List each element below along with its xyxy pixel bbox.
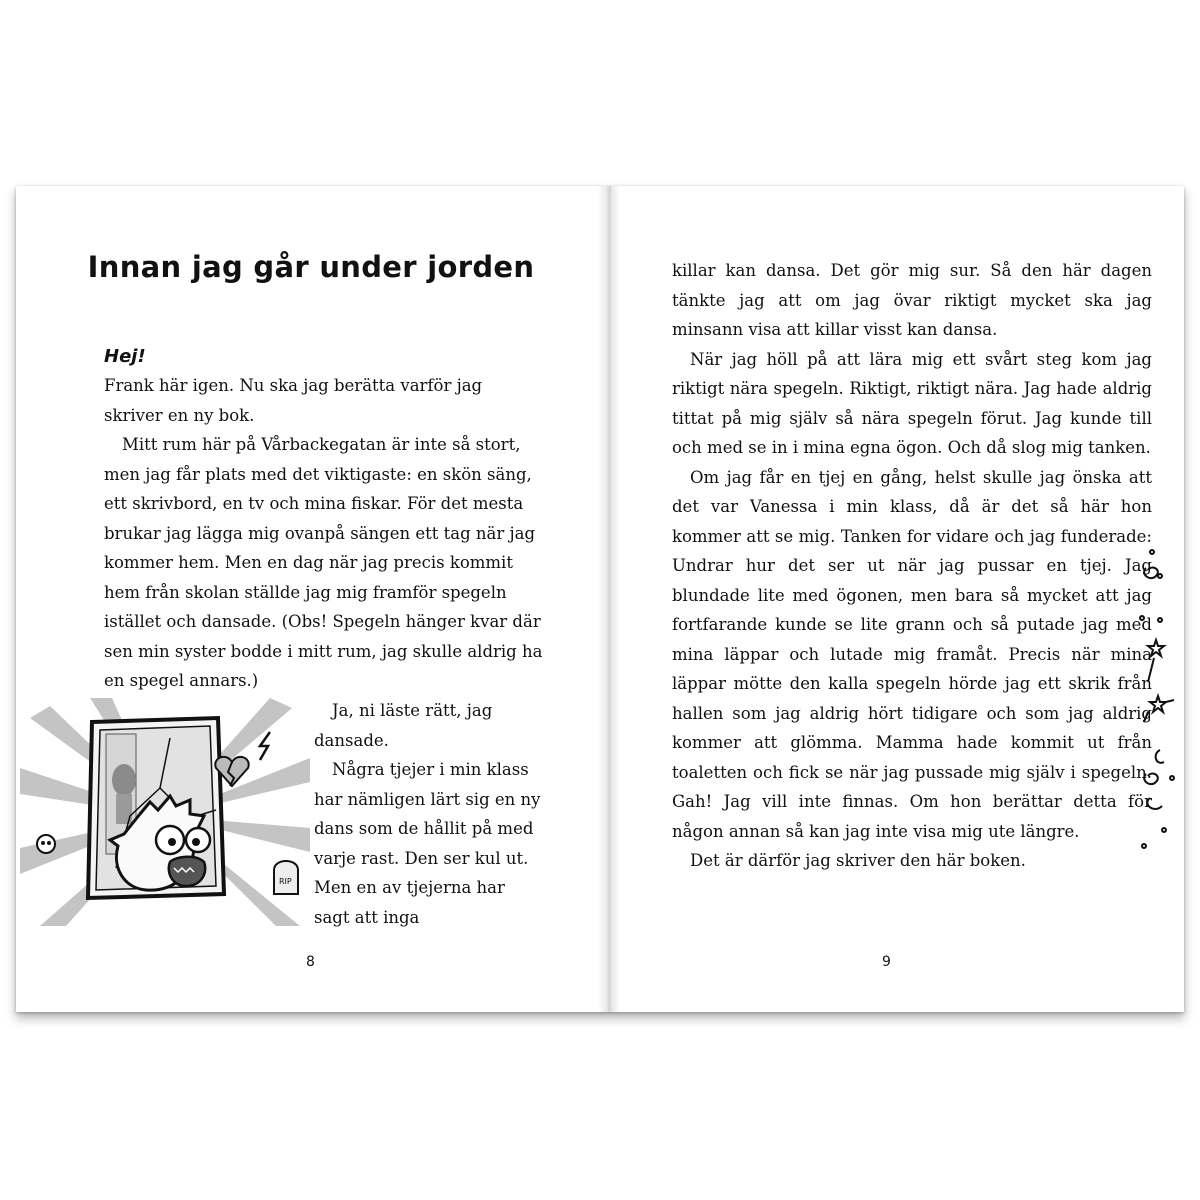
paragraph: När jag höll på att lära mig ett svårt steg kom jag riktigt nära spegeln. Riktigt, riktigt nära. Jag hade aldrig tittat på mig själv så nära spegeln förut. Jag kunde till och med se in i mina egna ögon. Och då slog mig tanken. bbox=[672, 349, 1152, 457]
page-number-right: 9 bbox=[882, 954, 891, 970]
paragraph: Om jag får en tjej en gång, helst skulle jag önska att det var Vanessa i min klass, då är det så här hon kommer att se mig. Tanken for vidare och jag funderade: Undrar hur det ser ut när jag pussar en tjej. Jag blundade lite med ögonen, men bara så mycket att jag fortfarande kunde se lite grann och så putade jag med mina läppar och lutade mig framåt. Precis när mina läppar mötte den kalla spegeln hörde jag ett skrik från hallen som jag aldrig hört tidigare och som jag aldrig kommer att glömma. Mamma hade kommit ut från toaletten och fick se när jag pussade mig själv i spegeln. Gah! Jag vill inte finnas. Om hon berättar detta för någon annan så kan jag inte visa mig ute längre. bbox=[672, 467, 1152, 841]
lightning-icon bbox=[260, 732, 270, 760]
left-body-text bbox=[104, 371, 544, 696]
paragraph: Mitt rum här på Vårbackegatan är inte så stort, men jag får plats med det viktigaste: en skön säng, ett skrivbord, en tv och mina fiskar. För det mesta brukar jag lägga mig ovanpå sängen ett tag när jag kommer hem. Men en dag när jag precis kommit hem från skolan ställde jag mig framför spegeln istället och dansade. (Obs! Spegeln hänger kvar där sen min syster bodde i mitt rum, jag skulle aldrig ha en spegel annars.) bbox=[104, 435, 543, 690]
margin-doodle bbox=[1130, 546, 1180, 876]
paragraph: killar kan dansa. Det gör mig sur. Så den här dagen tänkte jag att om jag övar riktigt mycket ska jag minsann visa att killar visst kan dansa. bbox=[672, 261, 1152, 339]
right-body-text bbox=[672, 256, 1152, 876]
chapter-title: Innan jag går under jorden bbox=[87, 250, 535, 284]
page-number-left: 8 bbox=[306, 954, 315, 970]
tombstone-icon bbox=[274, 861, 298, 894]
paragraph: Det är därför jag skriver den här boken. bbox=[690, 851, 1026, 870]
book-gutter bbox=[598, 186, 620, 1012]
paragraph: Frank här igen. Nu ska jag berätta varför jag skriver en ny bok. bbox=[104, 376, 483, 425]
mirror-illustration bbox=[20, 698, 310, 926]
skull-icon bbox=[37, 835, 55, 853]
book-spread bbox=[16, 186, 1184, 1012]
right-page bbox=[620, 186, 1184, 1012]
greeting-heading: Hej! bbox=[104, 346, 146, 367]
tombstone-label: RIP bbox=[279, 877, 292, 886]
paragraph: Några tjejer i min klass har nämligen lärt sig en ny dans som de hållit på med varje rast. Den ser kul ut. Men en av tjejerna har sagt att inga bbox=[314, 760, 541, 927]
left-column-text bbox=[314, 696, 544, 932]
paragraph: Ja, ni läste rätt, jag dansade. bbox=[314, 701, 493, 750]
left-page bbox=[16, 186, 598, 1012]
